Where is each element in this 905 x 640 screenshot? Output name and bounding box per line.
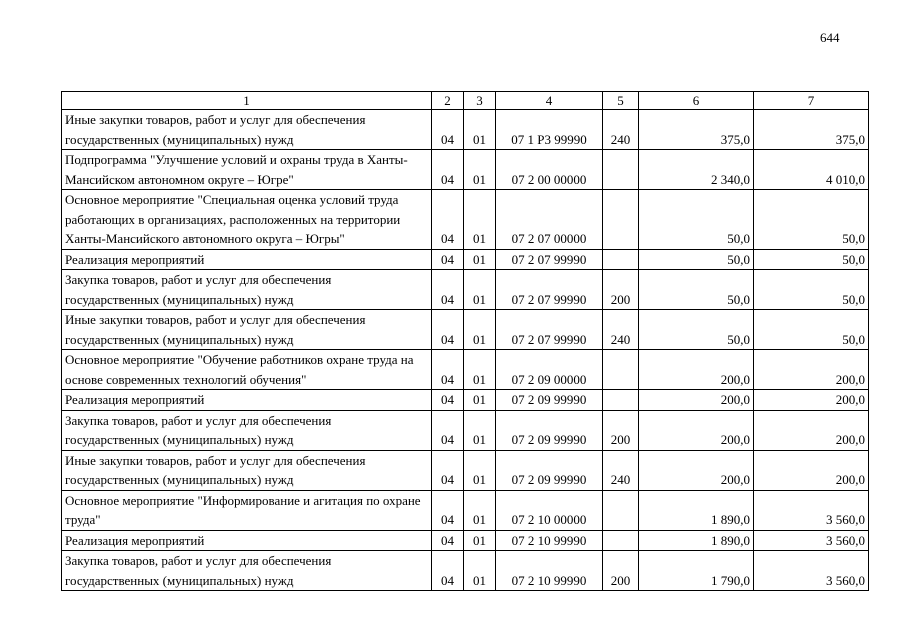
subsection-code: 01 [464, 270, 496, 310]
column-header-7: 7 [754, 92, 869, 110]
expense-type-code: 240 [603, 310, 639, 350]
table-row [62, 450, 869, 490]
expense-type-code [603, 249, 639, 270]
target-article-code: 07 2 07 00000 [496, 190, 603, 250]
column-header-3: 3 [464, 92, 496, 110]
amount-col-7: 4 010,0 [754, 150, 869, 190]
section-code: 04 [432, 190, 464, 250]
subsection-code: 01 [464, 390, 496, 411]
section-code: 04 [432, 450, 464, 490]
item-name: Иные закупки товаров, работ и услуг для обеспечения государственных (муниципальных) нужд [62, 110, 432, 150]
table-row [62, 390, 869, 411]
target-article-code: 07 2 07 99990 [496, 270, 603, 310]
subsection-code: 01 [464, 490, 496, 530]
table-row [62, 551, 869, 591]
table-row [62, 530, 869, 551]
amount-col-6: 50,0 [639, 310, 754, 350]
item-name: Подпрограмма "Улучшение условий и охраны труда в Ханты-Мансийском автономном округе – Югре" [62, 150, 432, 190]
expense-type-code [603, 490, 639, 530]
amount-col-7: 375,0 [754, 110, 869, 150]
header-row [62, 92, 869, 110]
subsection-code: 01 [464, 150, 496, 190]
item-name: Закупка товаров, работ и услуг для обеспечения государственных (муниципальных) нужд [62, 270, 432, 310]
item-name: Реализация мероприятий [62, 390, 432, 411]
table-row [62, 150, 869, 190]
target-article-code: 07 2 10 99990 [496, 530, 603, 551]
column-header-2: 2 [432, 92, 464, 110]
column-header-6: 6 [639, 92, 754, 110]
expense-type-code [603, 390, 639, 411]
column-header-4: 4 [496, 92, 603, 110]
expense-type-code [603, 190, 639, 250]
table-row [62, 490, 869, 530]
table-row [62, 110, 869, 150]
section-code: 04 [432, 270, 464, 310]
item-name: Иные закупки товаров, работ и услуг для обеспечения государственных (муниципальных) нужд [62, 450, 432, 490]
target-article-code: 07 2 10 99990 [496, 551, 603, 591]
section-code: 04 [432, 410, 464, 450]
amount-col-6: 200,0 [639, 390, 754, 411]
amount-col-6: 50,0 [639, 249, 754, 270]
section-code: 04 [432, 310, 464, 350]
subsection-code: 01 [464, 551, 496, 591]
section-code: 04 [432, 150, 464, 190]
amount-col-7: 200,0 [754, 450, 869, 490]
item-name: Иные закупки товаров, работ и услуг для обеспечения государственных (муниципальных) нужд [62, 310, 432, 350]
subsection-code: 01 [464, 110, 496, 150]
amount-col-6: 200,0 [639, 450, 754, 490]
amount-col-7: 3 560,0 [754, 490, 869, 530]
expense-type-code: 200 [603, 410, 639, 450]
amount-col-7: 200,0 [754, 390, 869, 411]
amount-col-6: 200,0 [639, 410, 754, 450]
amount-col-7: 3 560,0 [754, 530, 869, 551]
amount-col-7: 50,0 [754, 310, 869, 350]
expense-type-code: 200 [603, 551, 639, 591]
table-row [62, 350, 869, 390]
amount-col-6: 375,0 [639, 110, 754, 150]
target-article-code: 07 2 09 99990 [496, 390, 603, 411]
section-code: 04 [432, 530, 464, 551]
amount-col-7: 50,0 [754, 249, 869, 270]
target-article-code: 07 2 09 00000 [496, 350, 603, 390]
amount-col-7: 3 560,0 [754, 551, 869, 591]
target-article-code: 07 2 09 99990 [496, 450, 603, 490]
subsection-code: 01 [464, 350, 496, 390]
target-article-code: 07 2 10 00000 [496, 490, 603, 530]
expense-type-code [603, 150, 639, 190]
target-article-code: 07 2 07 99990 [496, 310, 603, 350]
subsection-code: 01 [464, 249, 496, 270]
subsection-code: 01 [464, 410, 496, 450]
item-name: Реализация мероприятий [62, 530, 432, 551]
section-code: 04 [432, 390, 464, 411]
amount-col-7: 200,0 [754, 410, 869, 450]
expense-type-code [603, 350, 639, 390]
expense-type-code [603, 530, 639, 551]
item-name: Закупка товаров, работ и услуг для обеспечения государственных (муниципальных) нужд [62, 410, 432, 450]
amount-col-7: 200,0 [754, 350, 869, 390]
item-name: Основное мероприятие "Информирование и агитация по охране труда" [62, 490, 432, 530]
amount-col-6: 1 890,0 [639, 490, 754, 530]
subsection-code: 01 [464, 310, 496, 350]
table-row [62, 270, 869, 310]
target-article-code: 07 2 07 99990 [496, 249, 603, 270]
item-name: Реализация мероприятий [62, 249, 432, 270]
table-row [62, 310, 869, 350]
table-row [62, 190, 869, 250]
amount-col-6: 1 890,0 [639, 530, 754, 551]
amount-col-6: 2 340,0 [639, 150, 754, 190]
column-header-1: 1 [62, 92, 432, 110]
item-name: Основное мероприятие "Специальная оценка условий труда работающих в организациях, расположенных на территории Ханты-Мансийского автономного округа – Югры" [62, 190, 432, 250]
target-article-code: 07 2 00 00000 [496, 150, 603, 190]
section-code: 04 [432, 110, 464, 150]
subsection-code: 01 [464, 530, 496, 551]
column-header-5: 5 [603, 92, 639, 110]
section-code: 04 [432, 551, 464, 591]
target-article-code: 07 2 09 99990 [496, 410, 603, 450]
page-number: 644 [820, 30, 840, 45]
amount-col-7: 50,0 [754, 270, 869, 310]
section-code: 04 [432, 490, 464, 530]
expense-type-code: 200 [603, 270, 639, 310]
table-row [62, 410, 869, 450]
section-code: 04 [432, 249, 464, 270]
item-name: Закупка товаров, работ и услуг для обеспечения государственных (муниципальных) нужд [62, 551, 432, 591]
amount-col-6: 1 790,0 [639, 551, 754, 591]
subsection-code: 01 [464, 190, 496, 250]
section-code: 04 [432, 350, 464, 390]
subsection-code: 01 [464, 450, 496, 490]
amount-col-6: 50,0 [639, 270, 754, 310]
amount-col-6: 200,0 [639, 350, 754, 390]
expense-type-code: 240 [603, 450, 639, 490]
budget-table [61, 91, 869, 591]
item-name: Основное мероприятие "Обучение работников охране труда на основе современных технологий обучения" [62, 350, 432, 390]
expense-type-code: 240 [603, 110, 639, 150]
table-row [62, 249, 869, 270]
target-article-code: 07 1 Р3 99990 [496, 110, 603, 150]
amount-col-7: 50,0 [754, 190, 869, 250]
amount-col-6: 50,0 [639, 190, 754, 250]
